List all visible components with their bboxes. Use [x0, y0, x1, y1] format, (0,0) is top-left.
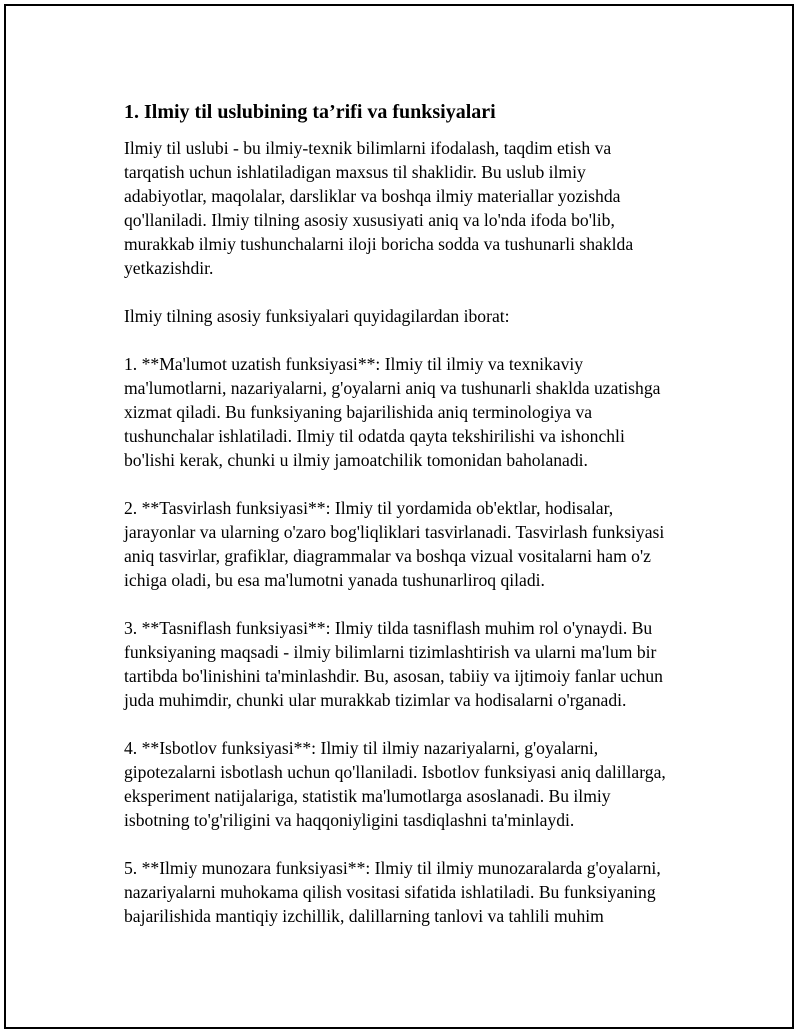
function-item-information-transfer: 1. **Ma'lumot uzatish funksiyasi**: Ilmiy til ilmiy va texnikaviy ma'lumotlarni, nazariyalarni, g'oyalarni aniq va tushunarli shaklda uzatishga xizmat qiladi. Bu funksiyaning bajarilishida aniq terminologiya va tushunchalar ishlatiladi. Ilmiy til odatda qayta tekshirilishi va ishonchli bo'lishi kerak, chunki u ilmiy jamoatchilik tomonidan baholanadi. — [124, 354, 661, 470]
function-item-description: 2. **Tasvirlash funksiyasi**: Ilmiy til yordamida ob'ektlar, hodisalar, jarayonlar va ularning o'zaro bog'liqliklari tasvirlanadi. Tasvirlash funksiyasi aniq tasvirlar, grafiklar, diagrammalar va boshqa vizual vositalarni ham o'z ichiga oladi, bu esa ma'lumotni yanada tushunarliroq qiladi. — [124, 498, 665, 590]
function-item-classification: 3. **Tasniflash funksiyasi**: Ilmiy tilda tasniflash muhim rol o'ynaydi. Bu funksiyaning maqsadi - ilmiy bilimlarni tizimlashtirish va ularni ma'lum bir tartibda bo'linishini ta'minlashdir. Bu, asosan, tabiiy va ijtimoiy fanlar uchun juda muhimdir, chunki ular murakkab tizimlar va hodisalarni o'rganadi. — [124, 618, 663, 710]
section-heading: 1. Ilmiy til uslubining ta’rifi va funksiyalari — [124, 101, 496, 123]
document-body — [120, 98, 700, 928]
intro-paragraph: Ilmiy til uslubi - bu ilmiy-texnik bilimlarni ifodalash, taqdim etish va tarqatish uchun ishlatiladigan maxsus til shaklidir. Bu uslub ilmiy adabiyotlar, maqolalar, darsliklar va boshqa ilmiy materiallar yozishda qo'llaniladi. Ilmiy tilning asosiy xususiyati aniq va lo'nda ifoda bo'lib, murakkab ilmiy tushunchalarni iloji boricha sodda va tushunarli shaklda yetkazishdir. — [124, 138, 634, 278]
functions-lead-paragraph: Ilmiy tilning asosiy funksiyalari quyidagilardan iborat: — [124, 306, 510, 326]
page-frame — [4, 4, 794, 1029]
function-item-scientific-discussion: 5. **Ilmiy munozara funksiyasi**: Ilmiy til ilmiy munozaralarda g'oyalarni, nazariyalarni muhokama qilish vositasi sifatida ishlatiladi. Bu funksiyaning bajarilishida mantiqiy izchillik, dalillarning tanlovi va tahlili muhim — [124, 858, 661, 926]
function-item-proof: 4. **Isbotlov funksiyasi**: Ilmiy til ilmiy nazariyalarni, g'oyalarni, gipotezalarni isbotlash uchun qo'llaniladi. Isbotlov funksiyasi aniq dalillarga, eksperiment natijalariga, statistik ma'lumotlarga asoslanadi. Bu ilmiy isbotning to'g'riligini va haqqoniyligini tasdiqlashni ta'minlaydi. — [124, 738, 666, 830]
